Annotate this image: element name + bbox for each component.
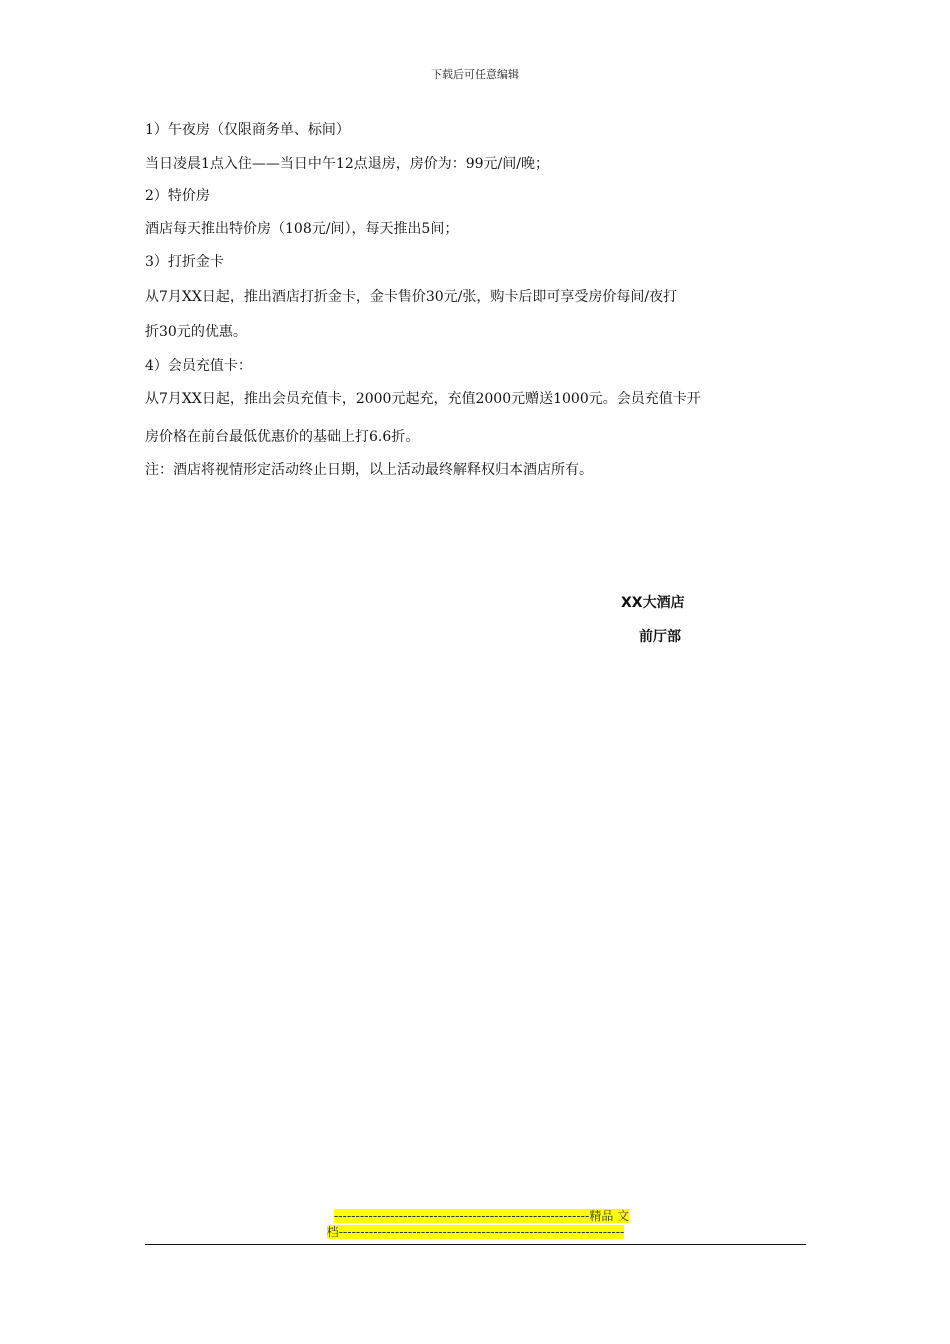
footer-divider — [145, 1244, 806, 1245]
section-4-body-line-1: 从7月XX日起，推出会员充值卡，2000元起充，充值2000元赠送1000元。会员充值卡开 — [145, 391, 701, 407]
footer-banner — [145, 1208, 806, 1240]
section-3-title: 3）打折金卡 — [145, 254, 224, 270]
section-3-body-line-2: 折30元的优惠。 — [145, 324, 247, 340]
section-1-title: 1）午夜房（仅限商务单、标间） — [145, 122, 350, 138]
footer-banner-line-1: -----------------------------------------------------------精品 文 — [333, 1209, 630, 1223]
section-1-body: 当日凌晨1点入住——当日中午12点退房，房价为：99元/间/晚； — [145, 156, 549, 172]
section-4-body-line-2: 房价格在前台最低优惠价的基础上打6.6折。 — [145, 429, 420, 445]
closing-note: 注：酒店将视情形定活动终止日期，以上活动最终解释权归本酒店所有。 — [145, 462, 593, 478]
section-4-title: 4）会员充值卡： — [145, 358, 252, 374]
signature-department: 前厅部 — [639, 629, 681, 645]
section-2-title: 2）特价房 — [145, 188, 210, 204]
signature-hotel-name: XX大酒店 — [621, 595, 685, 611]
footer-banner-line-2: 档------------------------------------------------------------------ — [326, 1225, 625, 1239]
page-header: 下载后可任意编辑 — [431, 68, 519, 81]
section-2-body: 酒店每天推出特价房（108元/间），每天推出5间； — [145, 221, 459, 237]
section-3-body-line-1: 从7月XX日起，推出酒店打折金卡，金卡售价30元/张，购卡后即可享受房价每间/夜打 — [145, 289, 678, 305]
